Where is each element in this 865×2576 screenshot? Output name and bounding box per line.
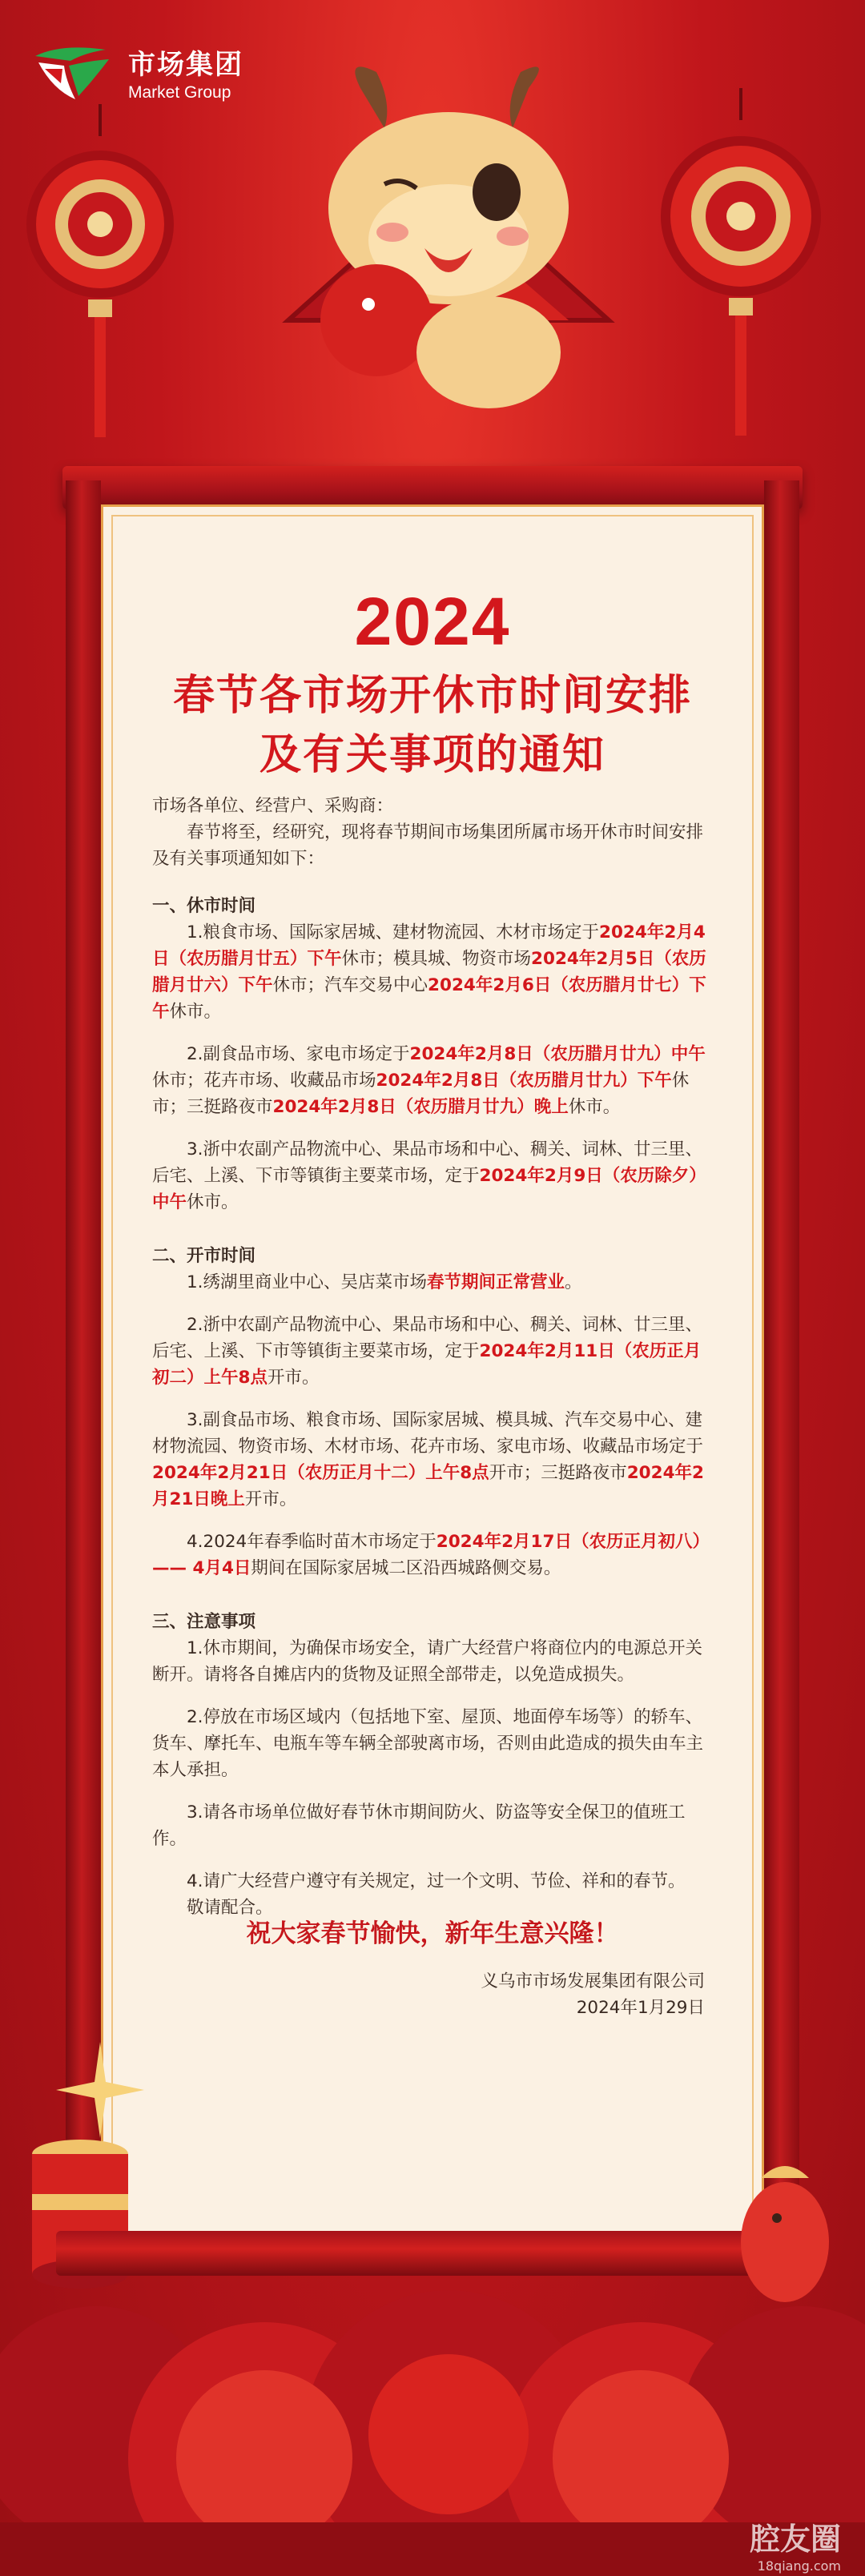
title-line-1: 春节各市场开休市时间安排 <box>172 672 692 720</box>
sparkle-icon <box>48 2034 152 2146</box>
lantern-icon <box>24 104 176 440</box>
section-1-item-3: 3.浙中农副产品物流中心、果品市场和中心、稠关、词林、廿三里、后宅、上溪、下市等镇街主要菜市场，定于2024年2月9日（农历除夕）中午休市。 <box>152 1139 706 1212</box>
title-year: 2024 <box>354 584 511 659</box>
brand-name-cn: 市场集团 <box>128 49 243 80</box>
signature-date: 2024年1月29日 <box>576 1998 705 2018</box>
section-3-item-1: 1.休市期间，为确保市场安全，请广大经营户将商位内的电源总开关断开。请将各自摊店内的货物及证照全部带走，以免造成损失。 <box>152 1638 703 1685</box>
watermark-url: 18qiang.com <box>757 2558 841 2574</box>
signature-org: 义乌市市场发展集团有限公司 <box>481 1971 705 1991</box>
closing-line: 敬请配合。 <box>187 1898 273 1918</box>
notice-body <box>152 793 713 2021</box>
greeting: 祝大家春节愉快，新年生意兴隆！ <box>246 1919 619 1948</box>
section-1-title: 一、休市时间 <box>152 896 256 916</box>
dragon-mascot-icon <box>264 56 633 456</box>
section-2-item-4: 4.2024年春季临时苗木市场定于2024年2月17日（农历正月初八）—— 4月4日期间在国际家居城二区沿西城路侧交易。 <box>152 1532 710 1578</box>
koi-fish-icon <box>713 2154 849 2314</box>
market-group-logo-icon <box>29 42 117 102</box>
intro-paragraph: 春节将至，经研究，现将春节期间市场集团所属市场开休市时间安排及有关事项通知如下： <box>152 822 704 869</box>
lantern-icon <box>657 88 825 440</box>
section-3-title: 三、注意事项 <box>152 1612 256 1632</box>
salutation: 市场各单位、经营户、采购商： <box>152 796 394 816</box>
scroll-side-left <box>66 480 101 2218</box>
section-2-item-2: 2.浙中农副产品物流中心、果品市场和中心、稠关、词林、廿三里、后宅、上溪、下市等镇街主要菜市场，定于2024年2月11日（农历正月初二）上午8点开市。 <box>152 1315 703 1388</box>
section-2-title: 二、开市时间 <box>152 1246 256 1266</box>
title-line-2: 及有关事项的通知 <box>259 731 606 779</box>
section-3-item-2: 2.停放在市场区域内（包括地下室、屋顶、地面停车场等）的轿车、货车、摩托车、电瓶车等车辆全部驶离市场，否则由此造成的损失由车主本人承担。 <box>152 1707 704 1780</box>
brand-logo <box>29 42 243 102</box>
watermark <box>750 2514 841 2574</box>
watermark-text: 腔友圈 <box>749 2522 841 2557</box>
section-1-item-2: 2.副食品市场、家电市场定于2024年2月8日（农历腊月廿九）中午休市；花卉市场、收藏品市场2024年2月8日（农历腊月廿九）下午休市；三挺路夜市2024年2月8日（农历腊月廿九）晚上休市。 <box>152 1044 706 1117</box>
section-2-item-1: 1.绣湖里商业中心、吴店菜市场春节期间正常营业。 <box>187 1272 582 1292</box>
signature-block <box>152 1968 713 2021</box>
section-1-item-1: 1.粮食市场、国际家居城、建材物流园、木材市场定于2024年2月4日（农历腊月廿五）下午休市；模具城、物资市场2024年2月5日（农历腊月廿六）下午休市；汽车交易中心2024年2月6日（农历腊月廿七）下午休市。 <box>152 922 706 1022</box>
scroll-top-rod <box>62 466 803 509</box>
section-3-item-3: 3.请各市场单位做好春节休市期间防火、防盗等安全保卫的值班工作。 <box>152 1802 686 1849</box>
section-3-item-4: 4.请广大经营户遵守有关规定，过一个文明、节俭、祥和的春节。 <box>187 1871 686 1891</box>
brand-name-en: Market Group <box>128 82 231 102</box>
scroll-side-right <box>764 480 799 2218</box>
section-2-item-3: 3.副食品市场、粮食市场、国际家居城、模具城、汽车交易中心、建材物流园、物资市场、木材市场、花卉市场、家电市场、收藏品市场定于2024年2月21日（农历正月十二）上午8点开市；三挺路夜市2024年2月21日晚上开市。 <box>152 1410 705 1509</box>
